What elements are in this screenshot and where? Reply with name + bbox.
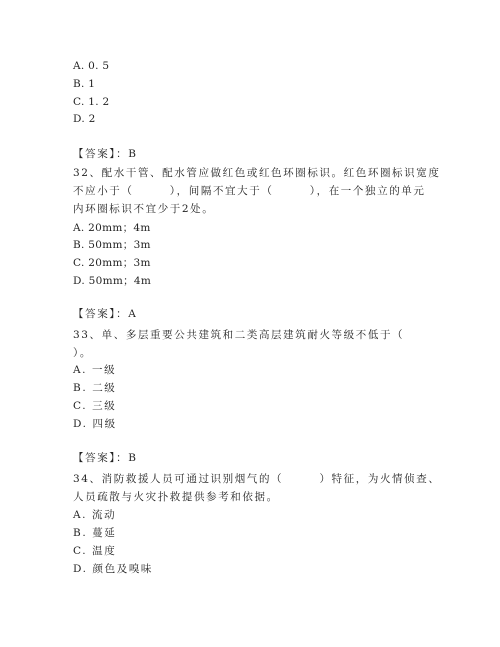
q32-stem-line-1: 32、配水干管、配水管应做红色或红色环圈标识。红色环圈标识宽度	[73, 167, 441, 179]
q32-option-b: B. 50mm；3m	[73, 239, 151, 251]
q31-option-a: A. 0. 5	[73, 60, 110, 72]
q33-option-b: B. 二级	[73, 382, 117, 394]
q34-stem-line-1: 34、消防救援人员可通过识别烟气的（ ）特征，为火情侦查、	[73, 473, 441, 485]
q32-option-d: D. 50mm；4m	[73, 275, 152, 287]
q34-option-c: C. 温度	[73, 545, 117, 557]
q33-option-a: A. 一级	[73, 364, 117, 376]
q31-answer: 【答案】：B	[73, 148, 138, 160]
q34-stem-line-2: 人员疏散与火灾扑救提供参考和依据。	[73, 491, 279, 503]
q32-stem-line-2: 不应小于（ ），间隔不宜大于（ ），在一个独立的单元	[73, 185, 426, 197]
q34-option-b: B. 蔓延	[73, 527, 117, 539]
q33-answer: 【答案】：B	[73, 452, 138, 464]
q32-answer: 【答案】：A	[73, 308, 138, 320]
q31-option-b: B. 1	[73, 78, 96, 90]
q31-option-c: C. 1. 2	[73, 96, 110, 108]
q31-option-d: D. 2	[73, 113, 96, 125]
q33-stem-line-2: ）。	[73, 347, 92, 359]
q33-option-d: D. 四级	[73, 418, 117, 430]
q34-option-a: A. 流动	[73, 509, 117, 521]
q33-stem-line-1: 33、单、多层重要公共建筑和二类高层建筑耐火等级不低于（	[73, 329, 405, 341]
q34-option-d: D. 颜色及嗅味	[73, 563, 154, 575]
q32-option-a: A. 20mm；4m	[73, 222, 151, 234]
q32-option-c: C. 20mm；3m	[73, 257, 151, 269]
q32-stem-line-3: 内环圈标识不宜少于2处。	[73, 203, 215, 215]
q33-option-c: C. 三级	[73, 400, 117, 412]
